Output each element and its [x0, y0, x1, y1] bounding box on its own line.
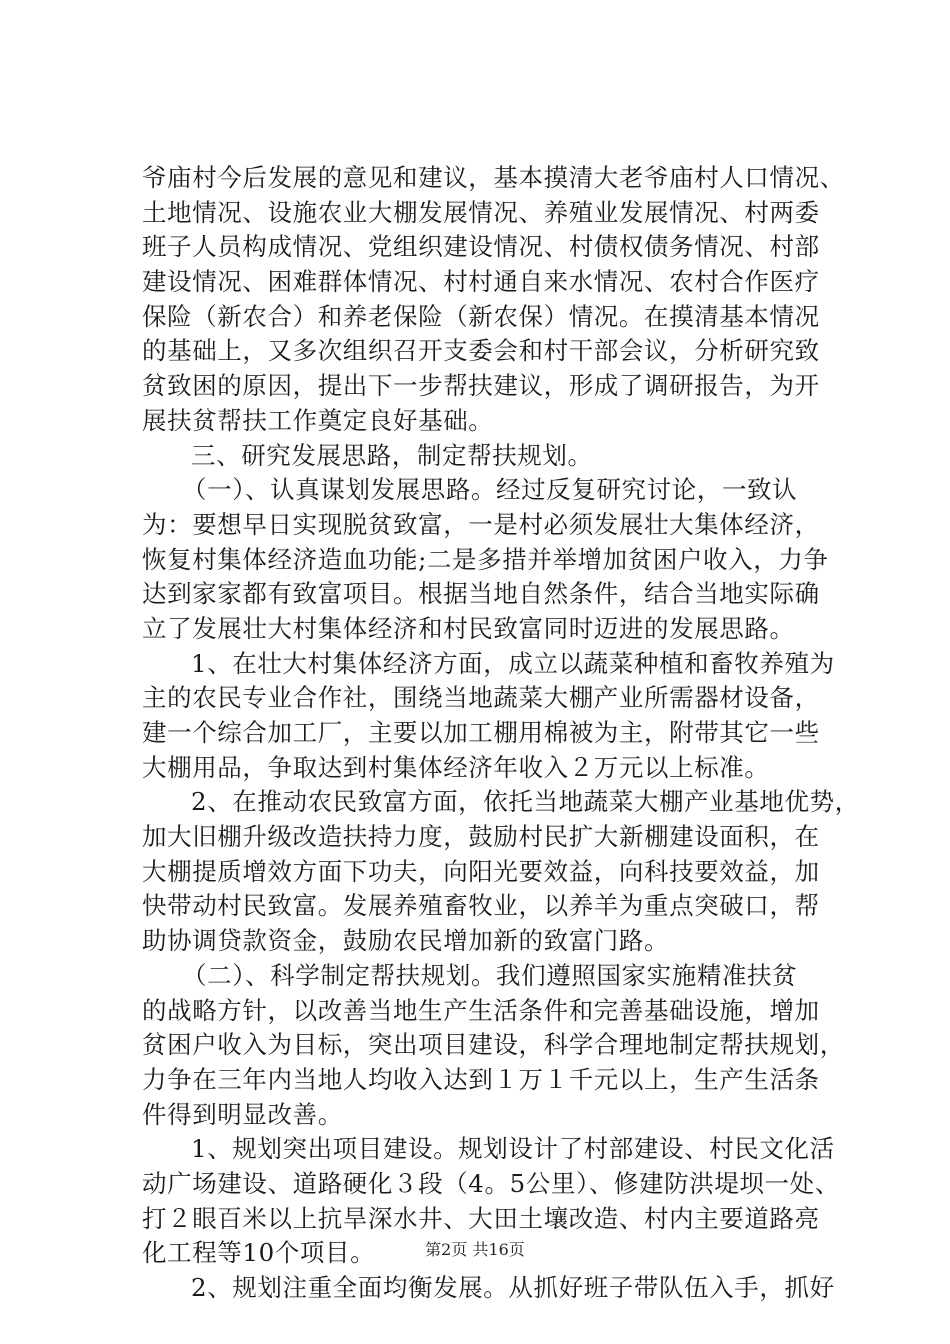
text-line: 展扶贫帮扶工作奠定良好基础。: [142, 405, 494, 435]
text-line: 班子人员构成情况、党组织建设情况、村债权债务情况、村部: [142, 232, 820, 262]
text-line: 恢复村集体经济造血功能;二是多措并举增加贫困户收入，力争: [142, 544, 829, 574]
text-line: 助协调贷款资金，鼓励农民增加新的致富门路。: [142, 926, 670, 956]
paragraph-start: 2、在推动农民致富方面，依托当地蔬菜大棚产业基地优势，: [191, 787, 860, 817]
text-line: 贫困户收入为目标，突出项目建设，科学合理地制定帮扶规划，: [142, 1030, 845, 1060]
paragraph-start: 1、规划突出项目建设。规划设计了村部建设、村民文化活: [191, 1134, 835, 1164]
text-line: 立了发展壮大村集体经济和村民致富同时迈进的发展思路。: [142, 613, 795, 643]
text-line: 大棚用品，争取达到村集体经济年收入２万元以上标准。: [142, 752, 770, 782]
text-line: 达到家家都有致富项目。根据当地自然条件，结合当地实际确: [142, 579, 820, 609]
paragraph-start: 2、规划注重全面均衡发展。从抓好班子带队伍入手，抓好: [191, 1273, 835, 1302]
text-line: 土地情况、设施农业大棚发展情况、养殖业发展情况、村两委: [142, 197, 820, 227]
text-line: 大棚提质增效方面下功夫，向阳光要效益，向科技要效益，加: [142, 856, 820, 886]
section-heading: 三、研究发展思路，制定帮扶规划。: [191, 440, 593, 470]
text-line: 建一个综合加工厂，主要以加工棚用棉被为主，附带其它一些: [142, 718, 820, 747]
text-line: 贫致困的原因，提出下一步帮扶建议，形成了调研报告，为开: [142, 371, 820, 401]
text-line: 爷庙村今后发展的意见和建议，基本摸清大老爷庙村人口情况、: [142, 163, 845, 192]
text-line: 件得到明显改善。: [142, 1099, 343, 1129]
subsection-heading: （一）、认真谋划发展思路。经过反复研究讨论，一致认: [182, 475, 798, 505]
text-line: 主的农民专业合作社，围绕当地蔬菜大棚产业所需器材设备，: [142, 683, 820, 713]
text-line: 动广场建设、道路硬化３段（4。5公里）、修建防洪堤坝一处、: [142, 1168, 840, 1198]
text-line: 快带动村民致富。发展养殖畜牧业，以养羊为重点突破口，帮: [142, 891, 820, 921]
text-line: 打２眼百米以上抗旱深水井、大田土壤改造、村内主要道路亮: [142, 1203, 820, 1233]
subsection-heading: （二）、科学制定帮扶规划。我们遵照国家实施精准扶贫: [182, 960, 798, 990]
paragraph-start: 1、在壮大村集体经济方面，成立以蔬菜种植和畜牧养殖为: [191, 648, 835, 678]
text-line: 建设情况、困难群体情况、村村通自来水情况、农村合作医疗: [142, 267, 820, 297]
document-body: [142, 161, 860, 1306]
text-line: 化工程等10个项目。: [142, 1238, 376, 1268]
text-line: 保险（新农合）和养老保险（新农保）情况。在摸清基本情况: [142, 301, 820, 331]
text-line: 的基础上，又多次组织召开支委会和村干部会议，分析研究致: [142, 336, 820, 366]
text-line: 为：要想早日实现脱贫致富，一是村必须发展壮大集体经济，: [142, 509, 820, 539]
text-line: 力争在三年内当地人均收入达到１万１千元以上，生产生活条: [142, 1064, 820, 1094]
text-line: 加大旧棚升级改造扶持力度，鼓励村民扩大新棚建设面积，在: [142, 822, 820, 852]
text-line: 的战略方针，以改善当地生产生活条件和完善基础设施，增加: [142, 995, 820, 1025]
page-number-footer: 第2页 共16页: [425, 1240, 525, 1259]
